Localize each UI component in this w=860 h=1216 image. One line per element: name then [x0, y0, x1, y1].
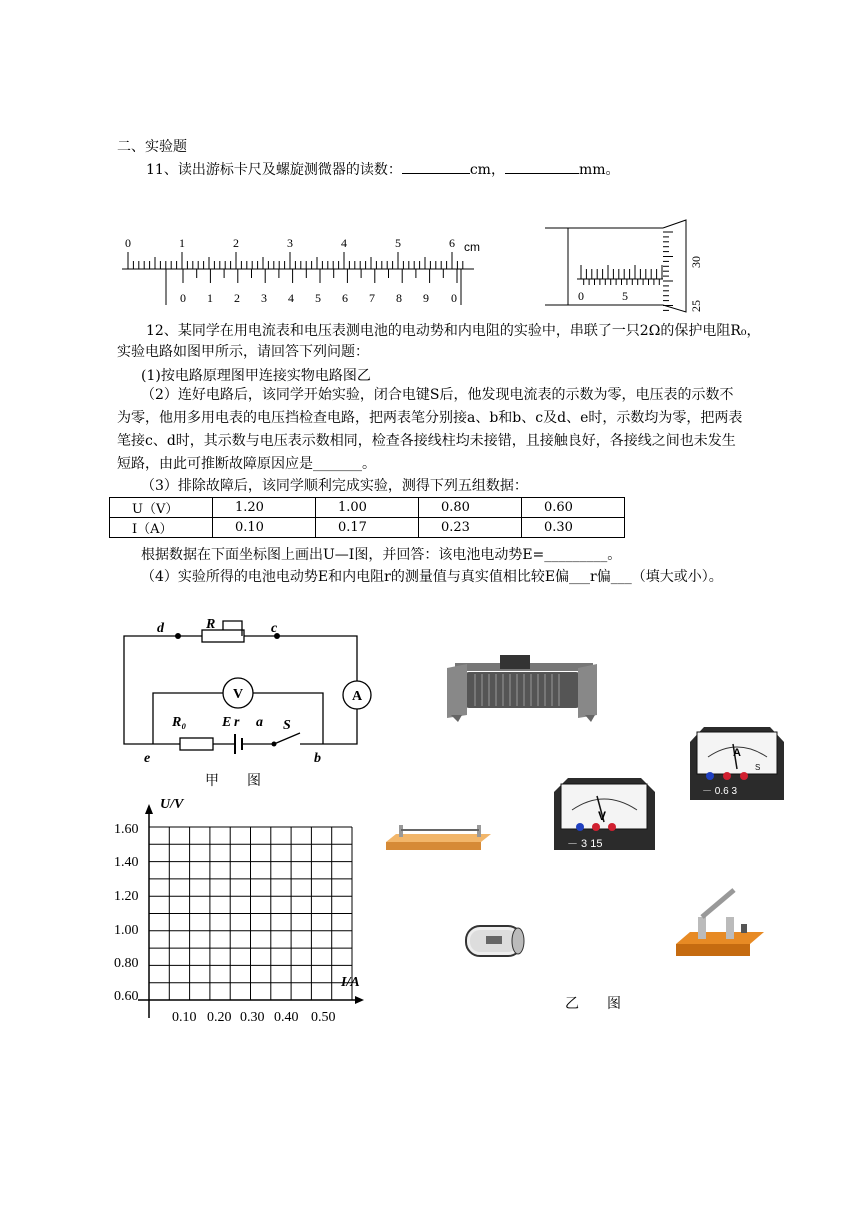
micrometer-thimble-label: 25 — [689, 300, 703, 312]
table-cell: 0.30 — [522, 518, 625, 538]
circuit-label-d: d — [157, 621, 164, 636]
micrometer-thimble-label: 30 — [689, 256, 703, 268]
caliper-vernier-label: 6 — [342, 291, 348, 305]
caliper-main-label: 6 — [449, 236, 455, 250]
caliper-vernier-label: 4 — [288, 291, 294, 305]
q12-part2-line3: 笔接c、d时，其示数与电压表示数相同，检查各接线柱均未接错，且接触良好，各接线之间也未发生 — [117, 433, 736, 449]
circuit-label-a: a — [256, 715, 263, 730]
caliper-main-label: 5 — [395, 236, 401, 250]
table-cell: I（A） — [110, 518, 213, 538]
table-cell: 0.17 — [316, 518, 419, 538]
micrometer-sleeve-label: 0 — [578, 289, 584, 303]
knife-switch-image — [676, 890, 764, 956]
graph-xtick: 0.50 — [311, 1010, 336, 1025]
caliper-vernier-label: 0 — [180, 291, 186, 305]
caliper-vernier-label: 1 — [207, 291, 213, 305]
q12-part3: （3）排除故障后，该同学顺利完成实验，测得下列五组数据： — [141, 478, 528, 494]
circuit-label-r: r — [234, 715, 240, 730]
q11-end: 。 — [605, 162, 620, 178]
circuit-label-R0: R₀ — [172, 715, 187, 730]
caliper-unit: cm — [464, 240, 480, 254]
graph-ytick: 0.80 — [114, 956, 139, 971]
ammeter-terminals-label: － 0.6 3 — [702, 786, 738, 797]
graph-xtick: 0.10 — [172, 1010, 197, 1025]
graph-ylabel: U/V — [160, 797, 184, 812]
circuit-label-R: R — [206, 617, 216, 632]
q12-part2-line1: （2）连好电路后，该同学开始实验，闭合电键S后，他发现电流表的示数为零，电压表的示数不 — [141, 387, 734, 403]
graph-xtick: 0.20 — [207, 1010, 232, 1025]
q11-sep: ， — [490, 162, 505, 178]
table-cell: U（V） — [110, 498, 213, 518]
q12-part2-line2: 为零，他用多用电表的电压挡检查电路，把两表笔分别接a、b和b、c及d、e时，示数均为零，把两表 — [117, 410, 743, 426]
graph-ytick: 1.40 — [114, 855, 139, 870]
q12-part2-line4: 短路，由此可推断故障原因应是_______。 — [117, 456, 376, 472]
caliper-main-label: 2 — [233, 236, 239, 250]
resistor-board-image — [386, 825, 491, 850]
micrometer-sleeve-label: 5 — [622, 289, 628, 303]
caliper-main-label: 0 — [125, 236, 131, 250]
voltmeter-terminals-label: － 3 15 — [567, 838, 603, 850]
q12-part3b: 根据数据在下面坐标图上画出U—I图，并回答：该电池电动势E=_________。 — [141, 547, 622, 563]
q12-part4: （4）实验所得的电池电动势E和内电阻r的测量值与真实值相比较E偏___r偏___（填大或小）。 — [141, 569, 723, 585]
circuit-label-e: e — [144, 751, 151, 766]
caliper-vernier-label: 0 — [451, 291, 457, 305]
ammeter-s-label: S — [755, 763, 761, 772]
table-cell: 0.10 — [213, 518, 316, 538]
q11-text: 11、读出游标卡尺及螺旋测微器的读数： — [146, 162, 402, 178]
graph-xlabel: I/A — [341, 975, 360, 990]
caliper-main-label: 3 — [287, 236, 293, 250]
caliper-vernier-label: 7 — [369, 291, 375, 305]
table-cell: 0.60 — [522, 498, 625, 518]
apparatus-caption: 乙 图 — [565, 996, 621, 1012]
graph-xtick: 0.30 — [240, 1010, 265, 1025]
ammeter-symbol: A — [352, 689, 363, 704]
caliper-vernier-label: 3 — [261, 291, 267, 305]
ammeter-label-A: A — [733, 747, 741, 759]
battery-image — [466, 926, 524, 956]
circuit-label-b: b — [314, 751, 321, 766]
circuit-caption: 甲 图 — [205, 773, 261, 789]
graph-ytick: 0.60 — [114, 989, 139, 1004]
graph-ytick: 1.00 — [114, 923, 139, 938]
graph-ytick: 1.20 — [114, 889, 139, 904]
voltmeter-image — [554, 778, 655, 850]
q11-unit-cm: cm — [469, 162, 491, 178]
voltmeter-label-V: V — [598, 809, 607, 823]
section-title: 二、实验题 — [117, 139, 187, 155]
graph-ytick: 1.60 — [114, 822, 139, 837]
q12-part1: (1)按电路原理图甲连接实物电路图乙 — [141, 368, 371, 384]
table-cell: 0.23 — [419, 518, 522, 538]
circuit-label-S: S — [283, 718, 291, 733]
voltmeter-symbol: V — [233, 687, 244, 702]
q12-line1: 12、某同学在用电流表和电压表测电池的电动势和内电阻的实验中，串联了一只2Ω的保护电阻R₀， — [146, 323, 761, 339]
caliper-vernier-label: 2 — [234, 291, 240, 305]
graph-xtick: 0.40 — [274, 1010, 299, 1025]
q11-unit-mm: mm — [578, 162, 606, 178]
q12-line2: 实验电路如图甲所示，请回答下列问题： — [117, 344, 369, 360]
caliper-main-label: 4 — [341, 236, 347, 250]
caliper-vernier-label: 9 — [423, 291, 429, 305]
table-cell: 0.80 — [419, 498, 522, 518]
caliper-vernier-label: 8 — [396, 291, 402, 305]
circuit-label-E: E — [222, 715, 232, 730]
ammeter-image — [690, 727, 784, 800]
caliper-main-label: 1 — [179, 236, 185, 250]
caliper-vernier-label: 5 — [315, 291, 321, 305]
table-cell: 1.00 — [316, 498, 419, 518]
rheostat-image — [447, 655, 597, 722]
circuit-label-c: c — [271, 621, 278, 636]
table-cell: 1.20 — [213, 498, 316, 518]
